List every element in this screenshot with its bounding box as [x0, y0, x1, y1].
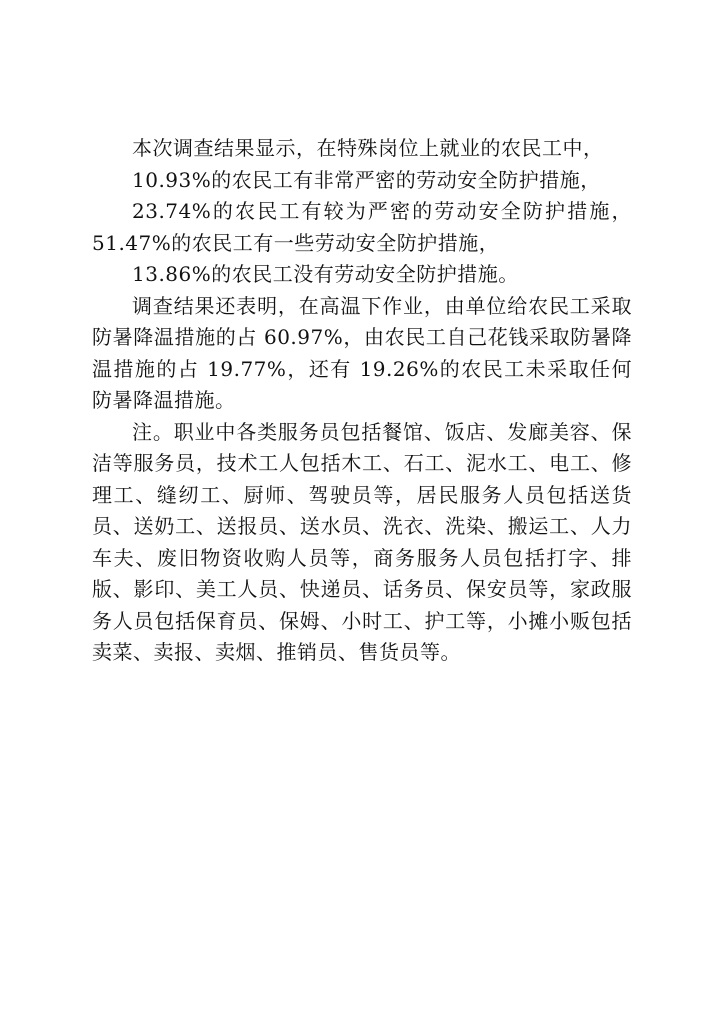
paragraph-no-protection: 13.86%的农民工没有劳动安全防护措施。	[132, 262, 519, 286]
paragraph-strict-protection: 10.93%的农民工有非常严密的劳动安全防护措施，	[132, 167, 601, 192]
paragraph-note-occupations: 注。职业中各类服务员包括餐馆、饭店、发廊美容、保洁等服务员，技术工人包括木工、石工、泥水工、电工、修理工、缝纫工、厨师、驾驶员等，居民服务人员包括送货员、送奶工、送报员、送水员、洗衣、洗染、搬运工、人力车夫、废旧物资收购人员等，商务服务人员包括打字、排版、影印、美工人员、快递员、话务员、保安员等，家政服务人员包括保育员、保姆、小时工、护工等，小摊小贩包括卖菜、卖报、卖烟、推销员、售货员等。	[92, 419, 632, 664]
document-body	[92, 133, 632, 669]
paragraph-moderate-protection: 23.74%的农民工有较为严密的劳动安全防护措施，51.47%的农民工有一些劳动安全防护措施，	[92, 199, 632, 255]
paragraph-survey-intro: 本次调查结果显示，在特殊岗位上就业的农民工中，	[132, 136, 604, 160]
paragraph-heat-measures: 调查结果还表明，在高温下作业，由单位给农民工采取防暑降温措施的占 60.97%，由农民工自己花钱采取防暑降温措施的占 19.77%，还有 19.26%的农民工未采取任何防暑降温措施。	[92, 293, 632, 412]
